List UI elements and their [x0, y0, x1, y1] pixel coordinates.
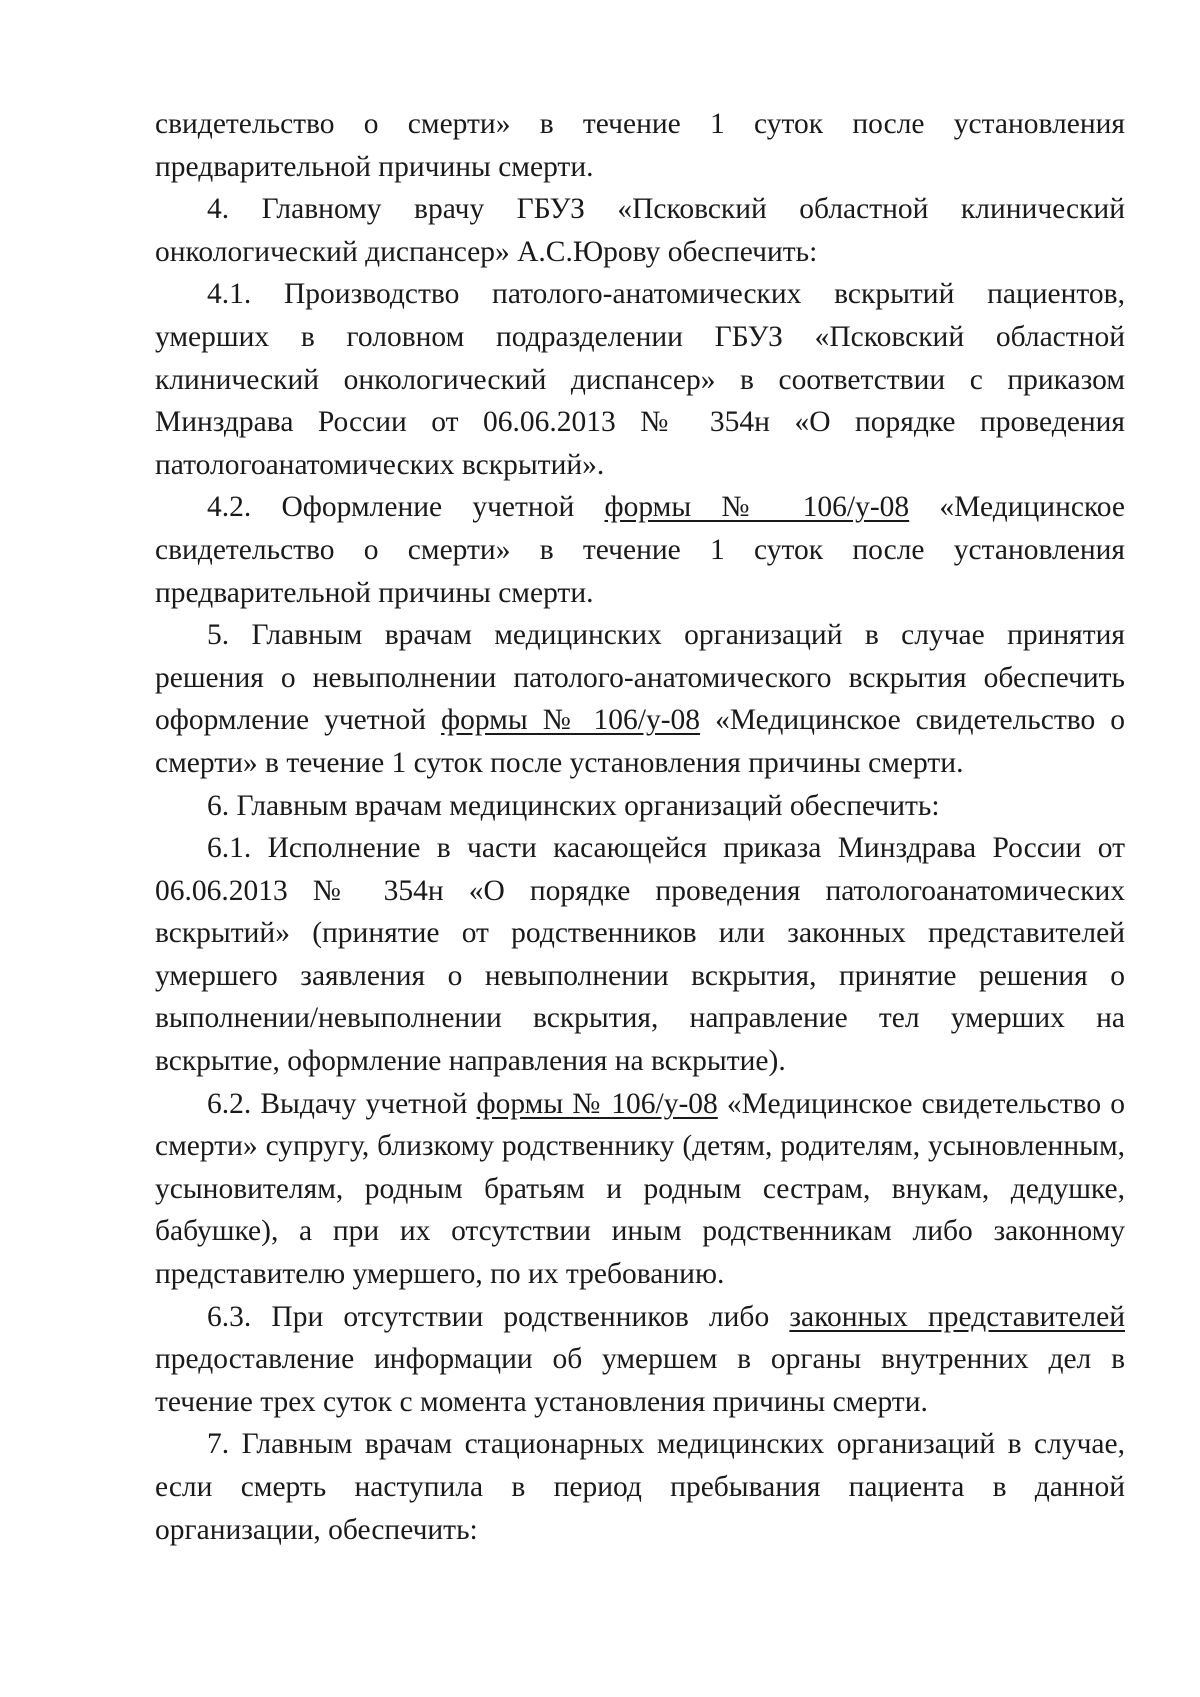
paragraph-item-4-2 [155, 486, 1125, 614]
text-run: 6.1. Исполнение в части касающейся приказа Минздрава России от 06.06.2013 № 354н «О порядке проведения патологоанатомических вскрытий» (принятие от родственников или законных представителей умершего заявления о невыполнении вскрытия, принятие решения о выполнении/невыполнении вскрытия, направление тел умерших на вскрытие, оформление направления на вскрытие). [155, 832, 1125, 1078]
paragraph-item-4-1 [155, 273, 1125, 486]
text-run: 6.2. Выдачу учетной [207, 1087, 477, 1120]
paragraph-item-6-3 [155, 1296, 1125, 1424]
text-run: 6. Главным врачам медицинских организаций обеспечить: [207, 789, 940, 822]
text-run: предоставление информации об умершем в органы внутренних дел в течение трех суток с момента установления причины смерти. [155, 1343, 1125, 1418]
document-body [155, 103, 1125, 1551]
text-run: 7. Главным врачам стационарных медицинских организаций в случае, если смерть наступила в период пребывания пациента в данной организации, обеспечить: [155, 1428, 1125, 1546]
paragraph-item-7 [155, 1423, 1125, 1551]
form-reference-link[interactable]: формы № 106/у-08 [441, 704, 701, 737]
text-run: 5. Главным врачам медицинских организаций в случае принятия решения о невыполнении патолого-анатомического вскрытия обеспечить оформление учетной [155, 619, 1125, 737]
paragraph-item-6-1 [155, 827, 1125, 1083]
text-run: «Медицинское свидетельство о смерти» супругу, близкому родственнику (детям, родителям, усыновленным, усыновителям, родным братьям и родным сестрам, внукам, дедушке, бабушке), а при их отсутствии иным родственникам либо законному представителю умершего, по их требованию. [155, 1087, 1126, 1291]
form-reference-link[interactable]: формы № 106/у-08 [476, 1087, 718, 1120]
text-run: 4.1. Производство патолого-анатомических вскрытий пациентов, умерших в головном подразделении ГБУЗ «Псковский областной клинический онкологический диспансер» в соответствии с приказом Минздрава России от 06.06.2013 № 354н «О порядке проведения патологоанатомических вскрытий». [155, 278, 1125, 481]
form-reference-link[interactable]: формы № 106/у-08 [604, 491, 910, 524]
text-run: «Медицинское свидетельство о смерти» в течение 1 суток после установления причины смерти. [155, 704, 1125, 779]
paragraph-item-4 [155, 188, 1125, 273]
text-run: «Медицинское свидетельство о смерти» в течение 1 суток после установления предварительной причины смерти. [155, 491, 1125, 609]
paragraph-item-5 [155, 614, 1125, 784]
text-run: 4. Главному врачу ГБУЗ «Псковский областной клинический онкологический диспансер» А.С.Юрову обеспечить: [155, 193, 1125, 268]
paragraph-item-6-2 [155, 1083, 1125, 1296]
paragraph-item-6 [155, 785, 1125, 828]
legal-representatives-link[interactable]: законных представителей [789, 1300, 1125, 1333]
text-run: 4.2. Оформление учетной [207, 491, 605, 524]
text-run: свидетельство о смерти» в течение 1 суток после установления предварительной причины смерти. [155, 108, 1125, 183]
text-run: 6.3. При отсутствии родственников либо [207, 1300, 790, 1333]
paragraph-continuation [155, 103, 1125, 188]
